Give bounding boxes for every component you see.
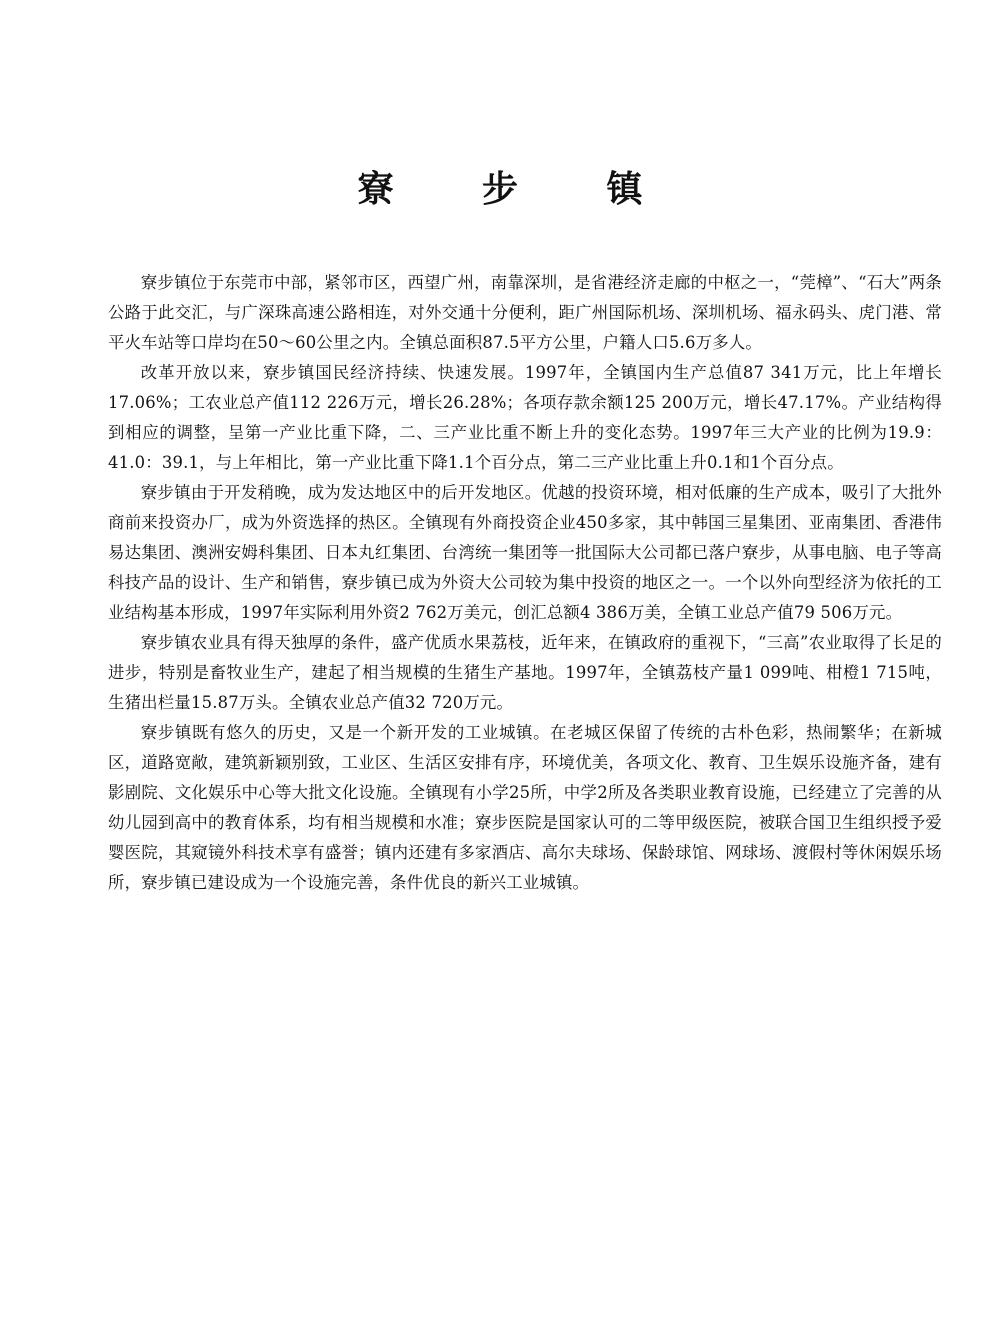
paragraph-investment: 寮步镇由于开发稍晚，成为发达地区中的后开发地区。优越的投资环境，相对低廉的生产成本，吸引了大批外商前来投资办厂，成为外资选择的热区。全镇现有外商投资企业450多家，其中韩国三星集团、亚南集团、香港伟易达集团、澳洲安姆科集团、日本丸红集团、台湾统一集团等一批国际大公司都已落户寮步，从事电脑、电子等高科技产品的设计、生产和销售，寮步镇已成为外资大公司较为集中投资的地区之一。一个以外向型经济为依托的工业结构基本形成，1997年实际利用外资2 762万美元，创汇总额4 386万美，全镇工业总产值79 506万元。 [108, 483, 942, 622]
paragraph-town-facilities: 寮步镇既有悠久的历史，又是一个新开发的工业城镇。在老城区保留了传统的古朴色彩，热闹繁华；在新城区，道路宽敞，建筑新颖别致，工业区、生活区安排有序，环境优美，各项文化、教育、卫生娱乐设施齐备，建有影剧院、文化娱乐中心等大批文化设施。全镇现有小学25所，中学2所及各类职业教育设施，已经建立了完善的从幼儿园到高中的教育体系，均有相当规模和水准；寮步医院是国家认可的二等甲级医院，被联合国卫生组织授予爱婴医院，其窥镜外科技术享有盛誉；镇内还建有多家酒店、高尔夫球场、保龄球馆、网球场、渡假村等休闲娱乐场所，寮步镇已建设成为一个设施完善，条件优良的新兴工业城镇。 [108, 723, 942, 892]
paragraph-location: 寮步镇位于东莞市中部，紧邻市区，西望广州，南靠深圳，是省港经济走廊的中枢之一，“莞樟”、“石大”两条公路于此交汇，与广深珠高速公路相连，对外交通十分便利，距广州国际机场、深圳机场、福永码头、虎门港、常平火车站等口岸均在50～60公里之内。全镇总面积87.5平方公里，户籍人口5.6万多人。 [108, 273, 942, 352]
article-body [108, 268, 942, 898]
paragraph-agriculture: 寮步镇农业具有得天独厚的条件，盛产优质水果荔枝，近年来，在镇政府的重视下，“三高”农业取得了长足的进步，特别是畜牧业生产，建起了相当规模的生猪生产基地。1997年，全镇荔枝产量1 099吨、柑橙1 715吨，生猪出栏量15.87万头。全镇农业总产值32 720万元。 [108, 633, 942, 712]
paragraph-economy: 改革开放以来，寮步镇国民经济持续、快速发展。1997年，全镇国内生产总值87 341万元，比上年增长17.06%；工农业总产值112 226万元，增长26.28%；各项存款余额125 200万元，增长47.17%。产业结构得到相应的调整，呈第一产业比重下降，二、三产业比重不断上升的变化态势。1997年三大产业的比例为19.9：41.0：39.1，与上年相比，第一产业比重下降1.1个百分点，第二三产业比重上升0.1和1个百分点。 [108, 363, 942, 472]
page-title: 寮 步 镇 [357, 169, 681, 211]
